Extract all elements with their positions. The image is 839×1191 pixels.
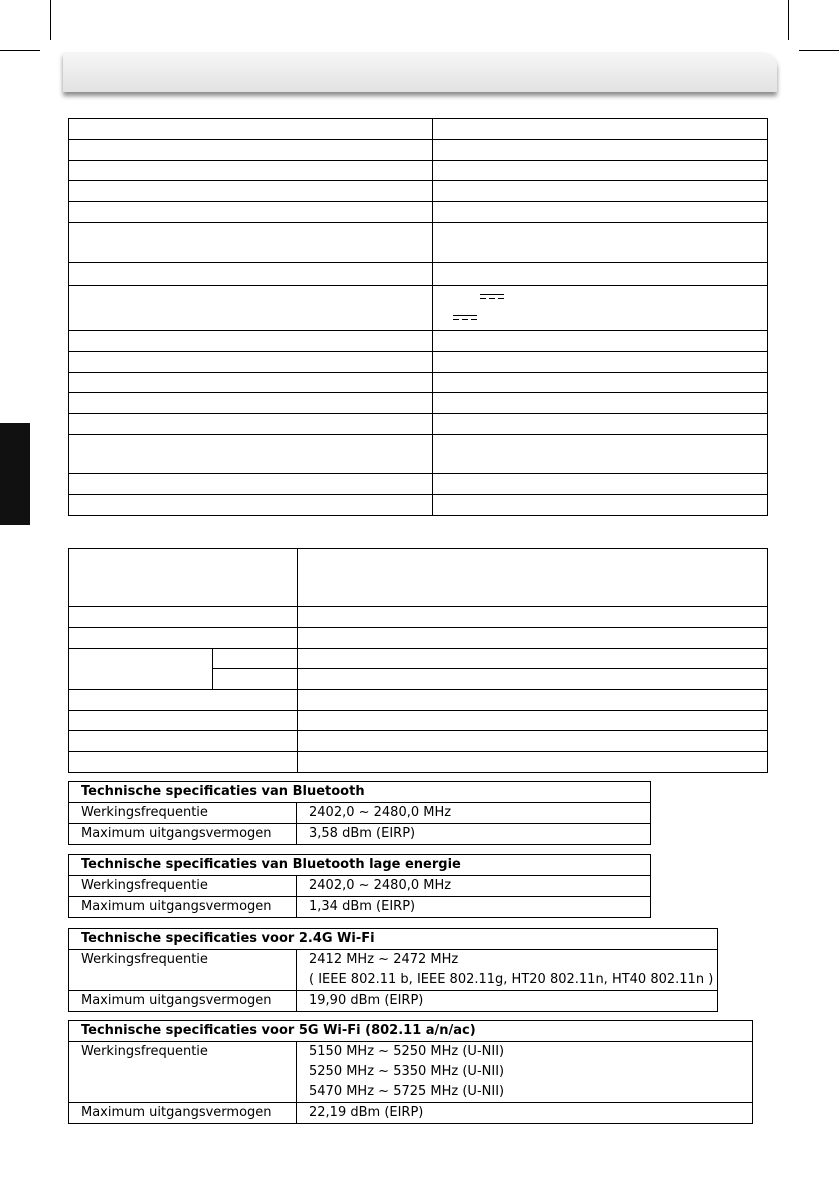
table-cell xyxy=(69,181,433,202)
table-cell xyxy=(69,711,298,731)
row-label: Werkingsfrequentie xyxy=(69,950,297,991)
table-cell xyxy=(69,119,433,140)
dc-symbol-icon xyxy=(453,315,477,323)
table-row xyxy=(69,607,768,628)
table-cell xyxy=(433,474,768,495)
table-row xyxy=(69,824,651,845)
table-cell xyxy=(213,669,298,690)
table-cell xyxy=(433,414,768,435)
freq-line: ( IEEE 802.11 b, IEEE 802.11g, HT20 802.11n, HT40 802.11n ) xyxy=(309,972,714,987)
table-cell xyxy=(213,649,298,669)
table-row xyxy=(69,752,768,773)
table-cell xyxy=(69,690,298,711)
table-row xyxy=(69,855,651,876)
table-row xyxy=(69,435,768,474)
table-cell xyxy=(433,202,768,223)
table-row xyxy=(69,161,768,181)
table-row xyxy=(69,929,718,950)
section-header-banner xyxy=(63,52,777,92)
table-row xyxy=(69,223,768,263)
row-label: Maximum uitgangsvermogen xyxy=(69,991,297,1012)
table-row xyxy=(69,202,768,223)
table-cell xyxy=(69,286,433,331)
table-cell xyxy=(69,161,433,181)
crop-mark-top-right-v xyxy=(788,0,789,40)
table-cell xyxy=(433,373,768,393)
table-cell xyxy=(433,140,768,161)
table-cell xyxy=(69,373,433,393)
table-cell xyxy=(69,263,433,286)
spec-table-secondary xyxy=(68,548,768,773)
spec-table-general xyxy=(68,118,768,516)
table-cell xyxy=(433,352,768,373)
table-row xyxy=(69,731,768,752)
table-row xyxy=(69,286,768,331)
table-cell xyxy=(433,263,768,286)
row-label: Werkingsfrequentie xyxy=(69,803,297,824)
table-row xyxy=(69,1042,753,1103)
table-row xyxy=(69,803,651,824)
row-label: Werkingsfrequentie xyxy=(69,876,297,897)
table-cell xyxy=(433,495,768,516)
table-cell xyxy=(69,435,433,474)
table-cell xyxy=(298,690,768,711)
table-cell xyxy=(69,731,298,752)
row-label: Maximum uitgangsvermogen xyxy=(69,824,297,845)
crop-mark-top-left-h xyxy=(0,50,40,51)
table-cell xyxy=(433,435,768,474)
row-value: 22,19 dBm (EIRP) xyxy=(297,1103,753,1124)
table-cell xyxy=(298,549,768,607)
wifi-5g-spec-table xyxy=(68,1020,753,1124)
table-row xyxy=(69,263,768,286)
table-cell xyxy=(298,711,768,731)
table-title: Technische specificaties van Bluetooth xyxy=(69,782,651,803)
table-cell xyxy=(433,119,768,140)
row-value xyxy=(297,1042,753,1103)
freq-line: 5250 MHz ~ 5350 MHz (U-NII) xyxy=(309,1064,505,1079)
table-cell xyxy=(69,414,433,435)
table-cell xyxy=(298,669,768,690)
table-row xyxy=(69,495,768,516)
table-cell xyxy=(433,223,768,263)
table-row xyxy=(69,991,718,1012)
table-row xyxy=(69,897,651,918)
table-cell xyxy=(69,474,433,495)
table-title: Technische specificaties van Bluetooth lage energie xyxy=(69,855,651,876)
table-row xyxy=(69,414,768,435)
bluetooth-spec-table xyxy=(68,781,651,845)
table-cell xyxy=(69,352,433,373)
crop-mark-top-right-h xyxy=(799,50,839,51)
table-cell xyxy=(298,731,768,752)
table-cell xyxy=(69,331,433,352)
table-row xyxy=(69,950,718,991)
row-value: 1,34 dBm (EIRP) xyxy=(297,897,651,918)
ble-spec-table xyxy=(68,854,651,918)
table-row xyxy=(69,373,768,393)
table-cell xyxy=(433,286,768,331)
table-row xyxy=(69,393,768,414)
row-label: Werkingsfrequentie xyxy=(69,1042,297,1103)
table-row xyxy=(69,782,651,803)
table-row xyxy=(69,352,768,373)
table-row xyxy=(69,140,768,161)
table-row xyxy=(69,876,651,897)
table-cell xyxy=(69,223,433,263)
table-cell xyxy=(69,495,433,516)
table-row xyxy=(69,628,768,649)
table-row xyxy=(69,119,768,140)
table-cell xyxy=(433,161,768,181)
table-cell xyxy=(69,549,298,607)
row-value xyxy=(297,950,718,991)
table-row xyxy=(69,549,768,607)
table-row xyxy=(69,1021,753,1042)
table-cell xyxy=(69,140,433,161)
table-row xyxy=(69,690,768,711)
table-cell xyxy=(433,393,768,414)
language-side-tab xyxy=(0,423,30,525)
table-cell xyxy=(433,331,768,352)
row-value: 3,58 dBm (EIRP) xyxy=(297,824,651,845)
table-row xyxy=(69,181,768,202)
row-label: Maximum uitgangsvermogen xyxy=(69,897,297,918)
table-title: Technische specificaties voor 2.4G Wi-Fi xyxy=(69,929,718,950)
table-row xyxy=(69,649,768,669)
row-value: 19,90 dBm (EIRP) xyxy=(297,991,718,1012)
freq-line: 5150 MHz ~ 5250 MHz (U-NII) xyxy=(309,1044,505,1059)
table-cell xyxy=(298,607,768,628)
table-cell xyxy=(69,752,298,773)
row-value: 2402,0 ~ 2480,0 MHz xyxy=(297,803,651,824)
table-cell xyxy=(298,752,768,773)
crop-mark-top-left-v xyxy=(50,0,51,40)
table-title: Technische specificaties voor 5G Wi-Fi (802.11 a/n/ac) xyxy=(69,1021,753,1042)
table-row xyxy=(69,711,768,731)
dc-symbol-icon xyxy=(480,294,504,302)
table-cell xyxy=(298,649,768,669)
table-cell xyxy=(69,393,433,414)
table-row xyxy=(69,474,768,495)
table-cell xyxy=(69,649,213,690)
freq-line: 2412 MHz ~ 2472 MHz xyxy=(309,952,459,967)
wifi-24g-spec-table xyxy=(68,928,718,1012)
table-row xyxy=(69,331,768,352)
table-cell xyxy=(69,607,298,628)
table-cell xyxy=(298,628,768,649)
row-label: Maximum uitgangsvermogen xyxy=(69,1103,297,1124)
row-value: 2402,0 ~ 2480,0 MHz xyxy=(297,876,651,897)
table-row xyxy=(69,1103,753,1124)
table-cell xyxy=(69,202,433,223)
freq-line: 5470 MHz ~ 5725 MHz (U-NII) xyxy=(309,1084,505,1099)
table-cell xyxy=(433,181,768,202)
table-cell xyxy=(69,628,298,649)
